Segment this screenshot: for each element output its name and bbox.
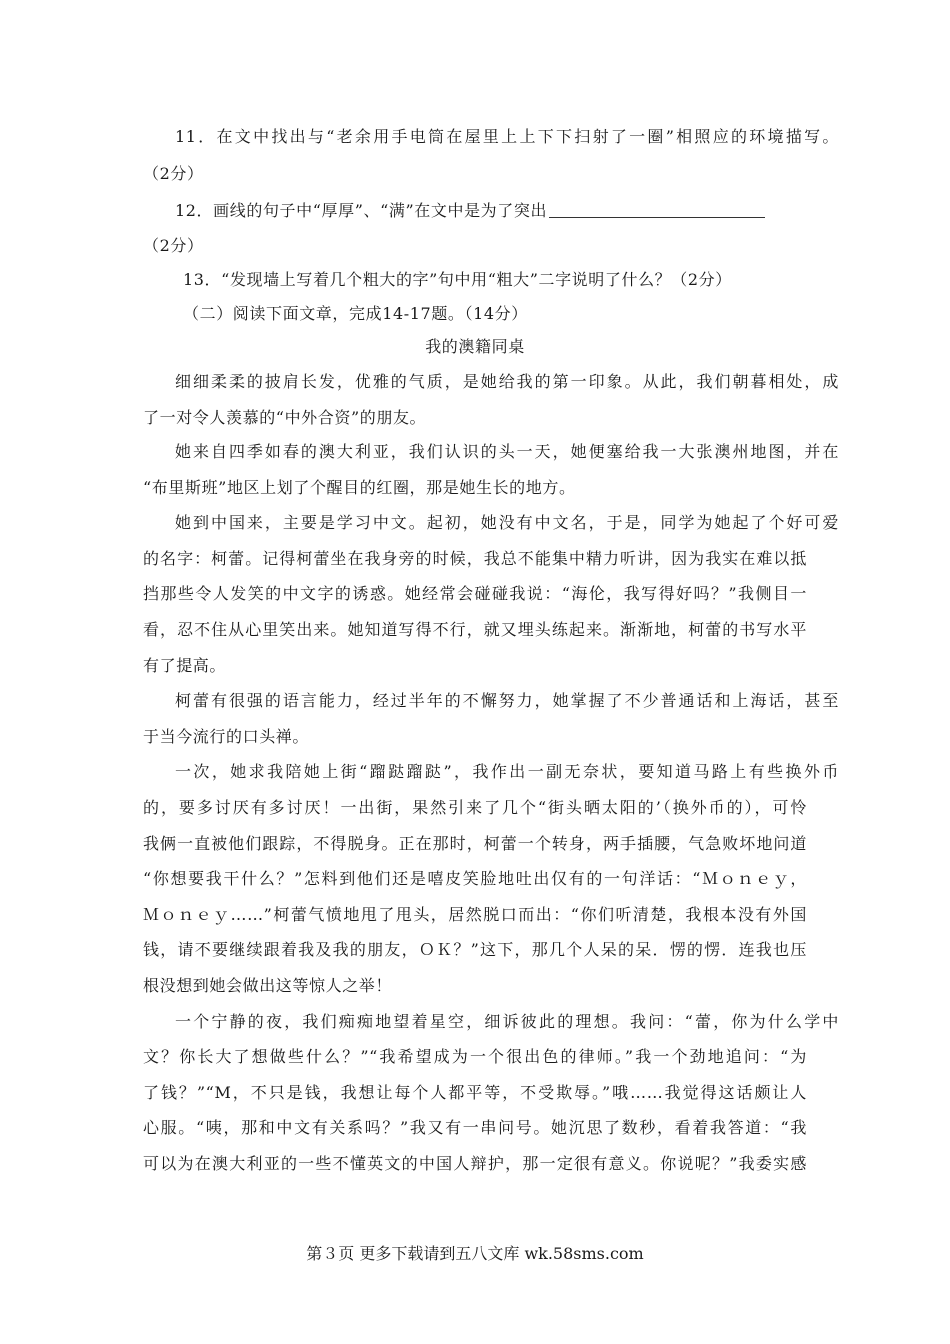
article-line: 了钱？”“M，不只是钱，我想让每个人都平等，不受欺辱。”哦……我觉得这话颇让人 — [143, 1083, 807, 1102]
answer-blank[interactable] — [549, 203, 765, 218]
question-13: 13．“发现墙上写着几个粗大的字”句中用“粗大”二字说明了什么？（2分） — [183, 270, 732, 289]
article-line: 细细柔柔的披肩长发，优雅的气质，是她给我的第一印象。从此，我们朝暮相处，成 — [175, 372, 839, 391]
article-line: 我俩一直被他们跟踪，不得脱身。正在那时，柯蕾一个转身，两手插腰，气急败坏地问道 — [143, 834, 807, 853]
section-2-heading: （二）阅读下面文章，完成14-17题。（14分） — [183, 304, 528, 323]
question-12-text: 12．画线的句子中“厚厚”、“满”在文中是为了突出 — [175, 201, 548, 220]
article-line: 柯蕾有很强的语言能力，经过半年的不懈努力，她掌握了不少普通话和上海话，甚至 — [175, 691, 839, 710]
article-line: 可以为在澳大利亚的一些不懂英文的中国人辩护，那一定很有意义。你说呢？”我委实感 — [143, 1154, 807, 1173]
article-line: 她到中国来，主要是学习中文。起初，她没有中文名，于是，同学为她起了个好可爱 — [175, 513, 839, 532]
question-12-line-1 — [175, 201, 839, 221]
article-line: 一个宁静的夜，我们痴痴地望着星空，细诉彼此的理想。我问：“蕾，你为什么学中 — [175, 1012, 839, 1031]
page-footer: 第３页 更多下载请到五八文库 wk.58sms.com — [306, 1244, 644, 1263]
article-line: “布里斯班”地区上划了个醒目的红圈，那是她生长的地方。 — [143, 478, 576, 497]
article-line: 她来自四季如春的澳大利亚，我们认识的头一天，她便塞给我一大张澳州地图，并在 — [175, 442, 839, 461]
question-12-score: （2分） — [143, 236, 204, 255]
article-line: 一次，她求我陪她上街“蹓跶蹓跶”，我作出一副无奈状，要知道马路上有些换外币 — [175, 762, 839, 781]
article-line: 钱，请不要继续跟着我及我的朋友，ＯＫ？”这下，那几个人呆的呆．愣的愣．连我也压 — [143, 940, 807, 959]
article-line: 于当今流行的口头禅。 — [143, 727, 310, 746]
question-11-line-1: 11．在文中找出与“老余用手电筒在屋里上上下下扫射了一圈”相照应的环境描写。 — [175, 127, 839, 146]
article-line: 的，要多讨厌有多讨厌！一出街，果然引来了几个“街头晒太阳的’（换外币的），可怜 — [143, 798, 807, 817]
article-line: “你想要我干什么？”怎料到他们还是嘻皮笑脸地吐出仅有的一句洋话：“Ｍｏｎｅｙ， — [143, 869, 807, 888]
article-line: 看，忍不住从心里笑出来。她知道写得不行，就又埋头练起来。渐渐地，柯蕾的书写水平 — [143, 620, 807, 639]
article-line: 心服。“咦，那和中文有关系吗？”我又有一串问号。她沉思了数秒，看着我答道：“我 — [143, 1118, 807, 1137]
article-line: 有了提高。 — [143, 656, 227, 675]
article-line: 文？你长大了想做些什么？”“我希望成为一个很出色的律师。”我一个劲地追问：“为 — [143, 1047, 807, 1066]
article-line: 的名字：柯蕾。记得柯蕾坐在我身旁的时候，我总不能集中精力听讲，因为我实在难以抵 — [143, 549, 807, 568]
article-line: 了一对令人羡慕的“中外合资”的朋友。 — [143, 408, 427, 427]
article-line: 根没想到她会做出这等惊人之举！ — [143, 976, 393, 995]
article-line: Ｍｏｎｅｙ……”柯蕾气愤地甩了甩头，居然脱口而出：“你们听清楚，我根本没有外国 — [143, 905, 807, 924]
question-11-score: （2分） — [143, 164, 204, 183]
article-line: 挡那些令人发笑的中文字的诱惑。她经常会碰碰我说：“海伦，我写得好吗？”我侧目一 — [143, 584, 807, 603]
article-title: 我的澳籍同桌 — [425, 337, 525, 356]
